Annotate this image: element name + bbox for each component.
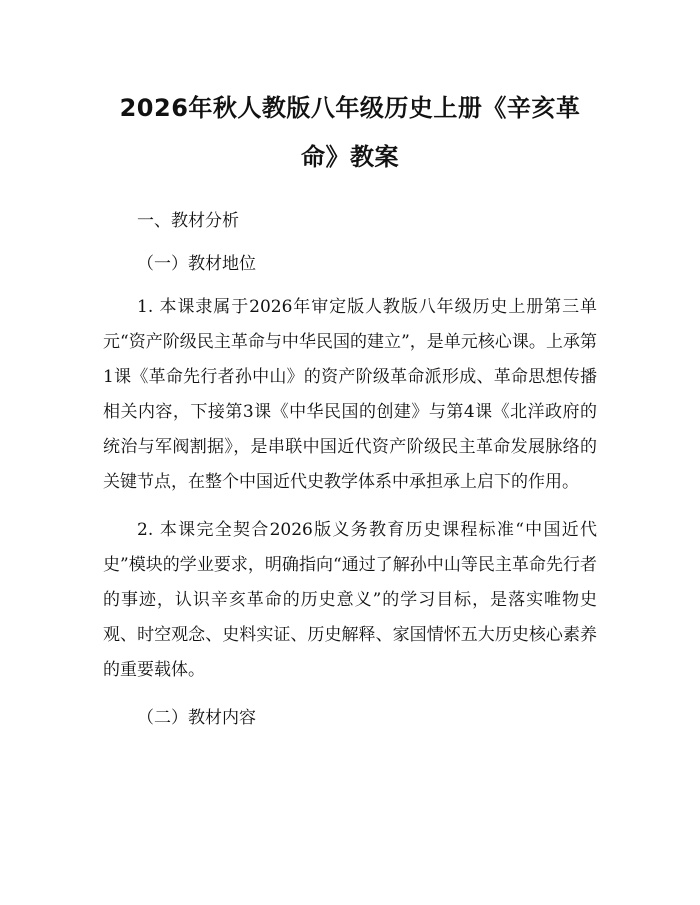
section-heading-textbook-analysis: 一、教材分析 xyxy=(137,211,239,231)
document-title-line-1: 2026年秋人教版八年级历史上册《辛亥革 xyxy=(119,94,581,122)
document-title-line-2: 命》教案 xyxy=(301,143,399,171)
paragraph-1: 1. 本课隶属于2026年审定版人教版八年级历史上册第三单元“资产阶级民主革命与中华民国的建立”，是单元核心课。上承第1课《革命先行者孙中山》的资产阶级革命派形成、革命思想传播相关内容，下接第3课《中华民国的创建》与第4课《北洋政府的统治与军阀割据》，是串联中国近代资产阶级民主革命发展脉络的关键节点，在整个中国近代史教学体系中承担承上启下的作用。 xyxy=(103,297,597,492)
document-body xyxy=(103,204,597,736)
subsection-heading-textbook-position: （一）教材地位 xyxy=(137,254,256,274)
subsection-heading-textbook-content: （二）教材内容 xyxy=(137,708,256,728)
paragraph-2: 2. 本课完全契合2026版义务教育历史课程标准“中国近代史”模块的学业要求，明确指向“通过了解孙中山等民主革命先行者的事迹，认识辛亥革命的历史意义”的学习目标，是落实唯物史观、时空观念、史料实证、历史解释、家国情怀五大历史核心素养的重要载体。 xyxy=(103,520,597,680)
document-title xyxy=(103,0,597,182)
